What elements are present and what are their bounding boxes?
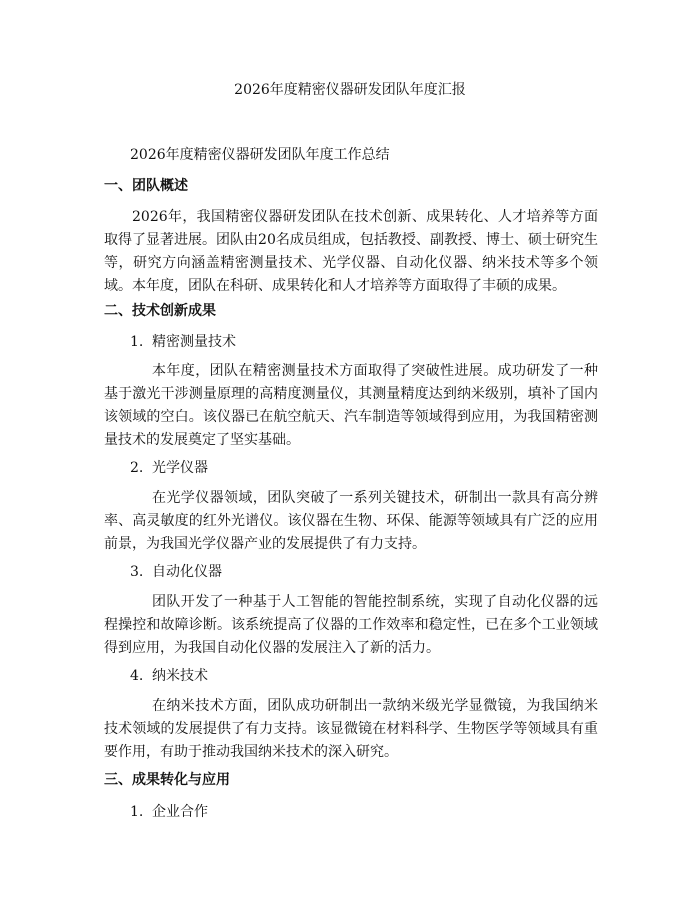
section-heading-overview: 一、团队概述 bbox=[104, 178, 188, 194]
subsection-paragraph-optics: 在光学仪器领域，团队突破了一系列关键技术，研制出一款具有高分辨率、高灵敏度的红外光谱仪。该仪器在生物、环保、能源等领域具有广泛的应用前景，为我国光学仪器产业的发展提供了有力支持。 bbox=[104, 490, 598, 552]
section-paragraph-overview: 2026年，我国精密仪器研发团队在技术创新、成果转化、人才培养等方面取得了显著进展。团队由20名成员组成，包括教授、副教授、博士、硕士研究生等，研究方向涵盖精密测量技术、光学仪器、自动化仪器、纳米技术等多个领域。本年度，团队在科研、成果转化和人才培养等方面取得了丰硕的成果。 bbox=[104, 209, 598, 294]
subsection-number: 4. bbox=[130, 668, 144, 684]
document-subtitle: 2026年度精密仪器研发团队年度工作总结 bbox=[130, 147, 390, 163]
subsection-paragraph-nano: 在纳米技术方面，团队成功研制出一款纳米级光学显微镜，为我国纳米技术领域的发展提供了有力支持。该显微镜在材料科学、生物医学等领域具有重要作用，有助于推动我国纳米技术的深入研究。 bbox=[104, 698, 598, 760]
subsection-number: 3. bbox=[130, 564, 144, 580]
subsection-title: 精密测量技术 bbox=[152, 334, 236, 350]
subsection-heading-optics bbox=[130, 458, 208, 478]
subsection-heading-nano bbox=[130, 666, 208, 686]
subsection-heading-automation bbox=[130, 562, 222, 582]
subsection-title: 自动化仪器 bbox=[152, 564, 222, 580]
document-title: 2026年度精密仪器研发团队年度汇报 bbox=[234, 82, 466, 98]
section-heading-commercialization: 三、成果转化与应用 bbox=[104, 772, 230, 788]
subsection-heading-measurement bbox=[130, 332, 236, 352]
subsection-number: 1. bbox=[130, 334, 144, 350]
subsection-number: 1. bbox=[130, 804, 144, 820]
subsection-paragraph-measurement: 本年度，团队在精密测量技术方面取得了突破性进展。成功研发了一种基于激光干涉测量原理的高精度测量仪，其测量精度达到纳米级别，填补了国内该领域的空白。该仪器已在航空航天、汽车制造等领域得到应用，为我国精密测量技术的发展奠定了坚实基础。 bbox=[104, 363, 598, 448]
section-heading-innovation: 二、技术创新成果 bbox=[104, 303, 216, 319]
subsection-title: 纳米技术 bbox=[152, 668, 208, 684]
subsection-title: 企业合作 bbox=[152, 804, 208, 820]
subsection-heading-enterprise bbox=[130, 802, 208, 822]
subsection-number: 2. bbox=[130, 460, 144, 476]
subsection-title: 光学仪器 bbox=[152, 460, 208, 476]
subsection-paragraph-automation: 团队开发了一种基于人工智能的智能控制系统，实现了自动化仪器的远程操控和故障诊断。该系统提高了仪器的工作效率和稳定性，已在多个工业领域得到应用，为我国自动化仪器的发展注入了新的活力。 bbox=[104, 594, 598, 656]
